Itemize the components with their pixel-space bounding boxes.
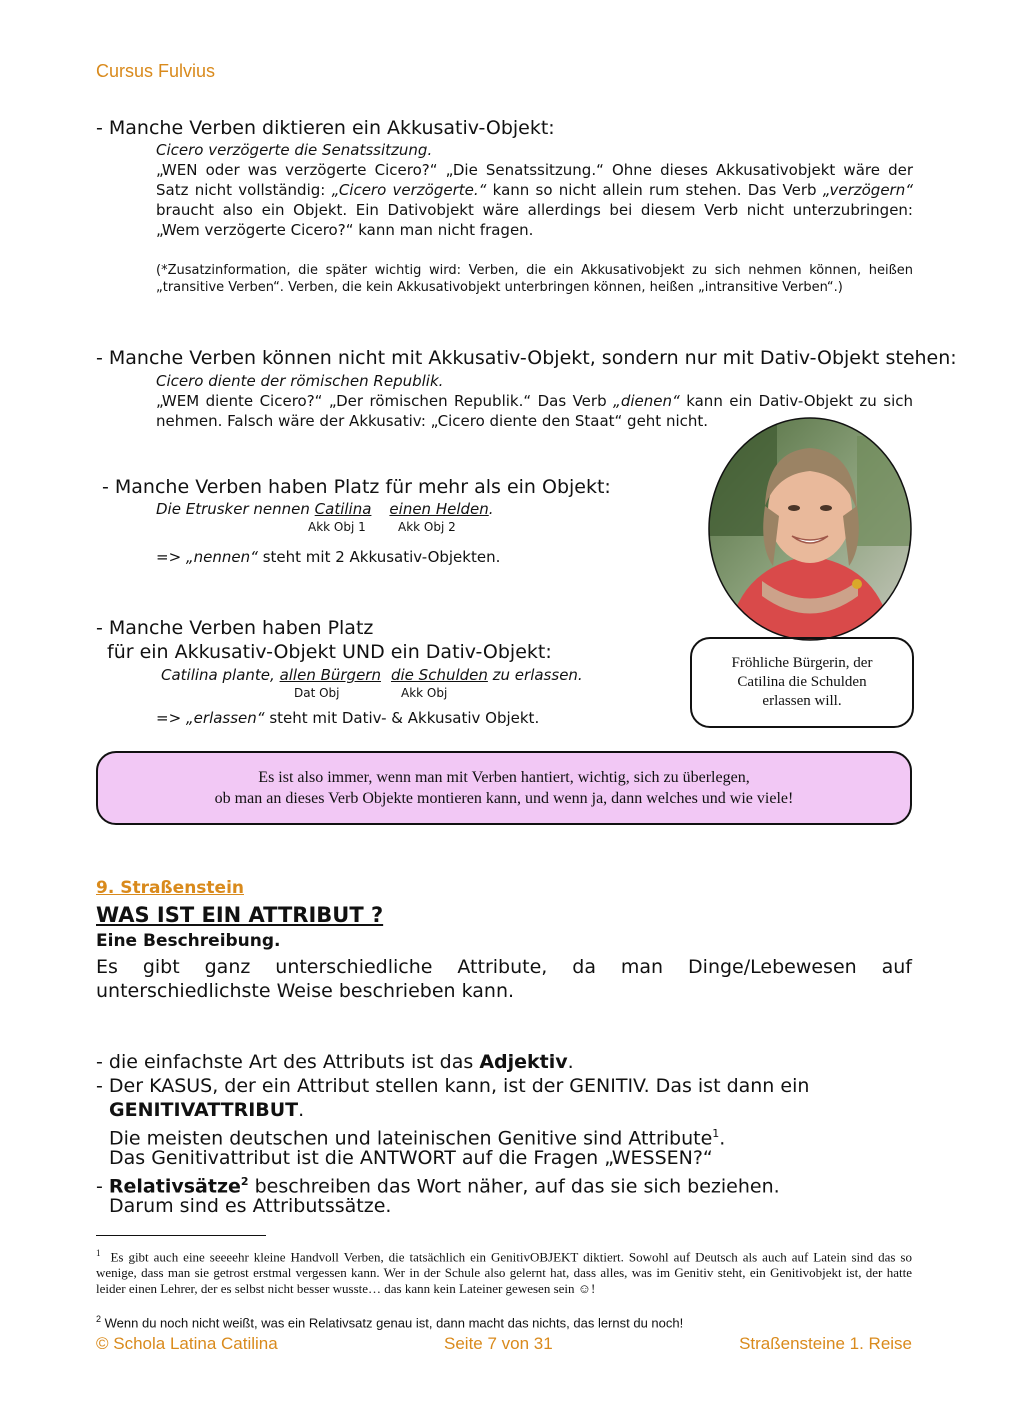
attribute-line-4: Die meisten deutschen und lateinischen Genitive sind Attribute$^1$.: [109, 1127, 726, 1150]
section1-heading: - Manche Verben diktieren ein Akkusativ-Objekt:: [96, 117, 555, 139]
section1-paragraph: „WEN oder was verzögerte Cicero?“ „Die Senatssitzung.“ Ohne dieses Akkusativobjekt wäre der Satz nicht vollständig: „Cicero verzögerte.“ kann so nicht allein rum stehen. Das Verb „verzögern“ braucht also ein Objekt. Ein Dativobjekt wäre allerdings bei diesem Verb nicht unterzubringen: „Wem verzögerte Cicero?“ kann man nicht fragen.: [156, 161, 913, 239]
section4-heading-1: - Manche Verben haben Platz: [96, 617, 374, 639]
section4-heading-2: für ein Akkusativ-Objekt UND ein Dativ-Objekt:: [107, 641, 552, 663]
footnote-2: $^2$ Wenn du noch nicht weißt, was ein Relativsatz genau ist, dann macht das nichts, das lernst du noch!: [96, 1314, 684, 1331]
footnote-1: $^1$ Es gibt auch eine seeeehr kleine Handvoll Verben, die tatsächlich ein GenitivOBJEKT diktiert. Sowohl auf Deutsch als auch auf Latein sind das so wenige, dass man sie getrost erstmal vergessen kann. Wer in der Schule also gelernt hat, dass alles, was im Genitiv steht, ein Genitivobjekt ist, der hatte leider einen Lehrer, der es selbst nicht besser wusste… das kann kein Lateiner gewesen sein ☺!: [96, 1248, 912, 1297]
section-title: WAS IST EIN ATTRIBUT ?: [96, 903, 384, 927]
section3-heading: - Manche Verben haben Platz für mehr als ein Objekt:: [102, 476, 611, 498]
photo-caption: Fröhliche Bürgerin, der Catilina die Schulden erlassen will.: [690, 637, 914, 728]
callout-box: [96, 751, 912, 825]
attribute-line-3: GENITIVATTRIBUT.: [109, 1099, 305, 1121]
section-step-label: 9. Straßenstein: [96, 878, 244, 898]
section3-result: => „nennen“ steht mit 2 Akkusativ-Objekten.: [156, 548, 501, 566]
footer-copyright: © Schola Latina Catilina: [96, 1334, 278, 1353]
object-2: einen Helden: [389, 500, 489, 518]
label-dat-obj: Dat Obj: [294, 686, 340, 700]
section1-example: Cicero verzögerte die Senatssitzung.: [156, 141, 433, 159]
object-1: Catilina: [314, 500, 372, 518]
section4-result: => „erlassen“ steht mit Dativ- & Akkusativ Objekt.: [156, 709, 540, 727]
label-akk-obj-1: Akk Obj 1: [308, 520, 366, 534]
callout-line-1: Es ist also immer, wenn man mit Verben hantiert, wichtig, sich zu überlegen,: [258, 769, 750, 786]
section2-paragraph: „WEM diente Cicero?“ „Der römischen Republik.“ Das Verb „dienen“ kann ein Dativ-Objekt zu sich nehmen. Falsch wäre der Akkusativ: „Cicero diente den Staat“ geht nicht.: [156, 392, 913, 430]
label-akk-obj: Akk Obj: [401, 686, 448, 700]
portrait-photo: [707, 416, 913, 642]
attribute-line-1: - die einfachste Art des Attributs ist das Adjektiv.: [96, 1051, 574, 1073]
attribute-line-6: - Relativsätze$^2$ beschreiben das Wort näher, auf das sie sich beziehen.: [96, 1175, 780, 1198]
footer-page-number: Seite 7 von 31: [444, 1334, 553, 1353]
label-akk-obj-2: Akk Obj 2: [398, 520, 456, 534]
attribute-line-2: - Der KASUS, der ein Attribut stellen kann, ist der GENITIV. Das ist dann ein: [96, 1075, 810, 1097]
section1-note: (*Zusatzinformation, die später wichtig wird: Verben, die ein Akkusativobjekt zu sich nehmen können, heißen „transitive Verben“. Verben, die kein Akkusativobjekt unterbringen können, heißen „intransitive Verben“.): [156, 263, 913, 295]
attribute-line-5: Das Genitivattribut ist die ANTWORT auf die Fragen „WESSEN?“: [109, 1147, 713, 1169]
callout-line-2: ob man an dieses Verb Objekte montieren kann, und wenn ja, dann welches und wie viele!: [214, 790, 794, 807]
section-subtitle: Eine Beschreibung.: [96, 931, 281, 951]
footer-title: Straßensteine 1. Reise: [739, 1334, 912, 1353]
footnote-divider: [96, 1235, 266, 1236]
object-accusative: die Schulden: [390, 666, 488, 684]
object-dative: allen Bürgern: [279, 666, 381, 684]
attribute-line-7: Darum sind es Attributssätze.: [109, 1195, 392, 1217]
section4-example: Catilina plante, allen Bürgern die Schulden zu erlassen.: [161, 666, 583, 684]
section2-heading: - Manche Verben können nicht mit Akkusativ-Objekt, sondern nur mit Dativ-Objekt stehen:: [96, 347, 957, 369]
section3-example: Die Etrusker nennen Catilina einen Helden.: [156, 500, 494, 518]
section-intro: Es gibt ganz unterschiedliche Attribute, da man Dinge/Lebewesen auf unterschiedlichste Weise beschrieben kann.: [96, 956, 912, 1002]
section2-example: Cicero diente der römischen Republik.: [156, 372, 444, 390]
running-header: Cursus Fulvius: [96, 61, 216, 81]
